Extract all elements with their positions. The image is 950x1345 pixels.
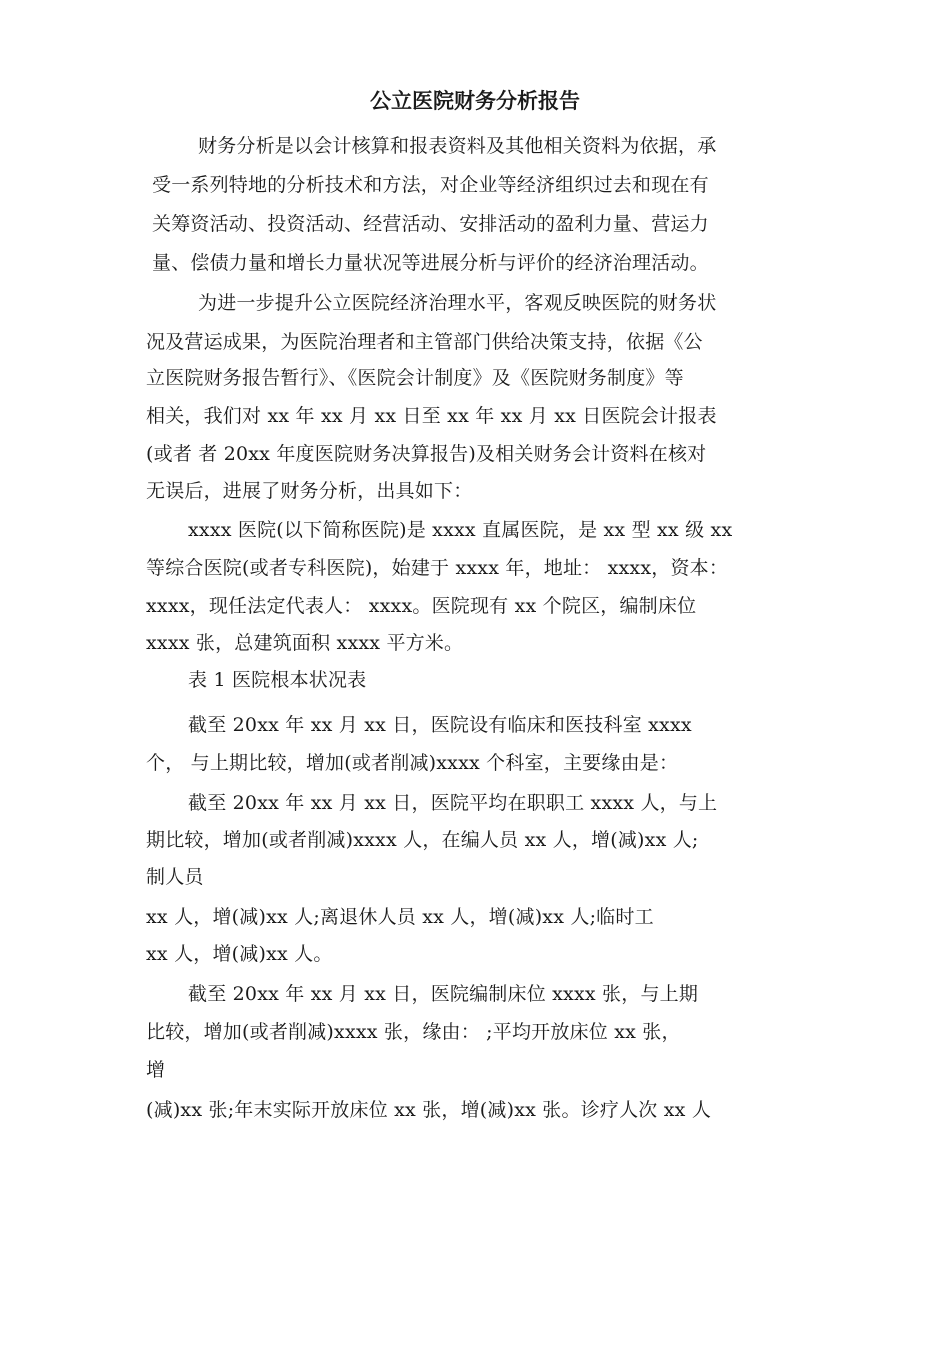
paragraph-line: 制人员 <box>146 866 204 888</box>
paragraph-line: (减)xx 张;年末实际开放床位 xx 张，增(减)xx 张。诊疗人次 xx 人 <box>146 1099 712 1121</box>
paragraph-line: xxxx 张，总建筑面积 xxxx 平方米。 <box>146 632 464 654</box>
paragraph-line: 比较，增加(或者削减)xxxx 张，缘由： ;平均开放床位 xx 张， <box>146 1021 681 1043</box>
paragraph-line: 况及营运成果，为医院治理者和主管部门供给决策支持，依据《公 <box>146 331 703 353</box>
paragraph-line: xx 人，增(减)xx 人。 <box>146 943 333 965</box>
paragraph-line: 关筹资活动、投资活动、经营活动、安排活动的盈利力量、营运力 <box>152 213 709 235</box>
paragraph-line: 立医院财务报告暂行》、《医院会计制度》及《医院财务制度》等 <box>146 367 684 389</box>
paragraph-line: 财务分析是以会计核算和报表资料及其他相关资料为依据，承 <box>198 135 717 157</box>
paragraph-line: xxxx 医院(以下简称医院)是 xxxx 直属医院，是 xx 型 xx 级 xx <box>188 519 733 541</box>
paragraph-line: xxxx，现任法定代表人： xxxx。医院现有 xx 个院区，编制床位 <box>146 595 697 617</box>
paragraph-line: 等综合医院(或者专科医院)，始建于 xxxx 年，地址： xxxx，资本： <box>146 557 729 579</box>
paragraph-line: 截至 20xx 年 xx 月 xx 日，医院编制床位 xxxx 张，与上期 <box>188 983 699 1005</box>
paragraph-line: 相关，我们对 xx 年 xx 月 xx 日至 xx 年 xx 月 xx 日医院会计报表 <box>146 405 717 427</box>
paragraph-line: 增 <box>146 1059 166 1081</box>
paragraph-line: xx 人，增(减)xx 人;离退休人员 xx 人，增(减)xx 人;临时工 <box>146 906 654 928</box>
paragraph-line: 受一系列特地的分析技术和方法，对企业等经济组织过去和现在有 <box>152 174 709 196</box>
paragraph-line: 量、偿债力量和增长力量状况等进展分析与评价的经济治理活动。 <box>152 252 709 274</box>
paragraph-line: 为进一步提升公立医院经济治理水平，客观反映医院的财务状 <box>198 292 717 314</box>
paragraph-line: 截至 20xx 年 xx 月 xx 日，医院设有临床和医技科室 xxxx <box>188 714 692 736</box>
paragraph-line: 截至 20xx 年 xx 月 xx 日，医院平均在职职工 xxxx 人，与上 <box>188 792 718 814</box>
document-title: 公立医院财务分析报告 <box>370 89 580 113</box>
paragraph-line: 期比较，增加(或者削减)xxxx 人，在编人员 xx 人，增(减)xx 人; <box>146 829 699 851</box>
paragraph-line: 个， 与上期比较，增加(或者削减)xxxx 个科室，主要缘由是： <box>146 752 679 774</box>
paragraph-line: 无误后，进展了财务分析，出具如下： <box>146 480 473 502</box>
paragraph-line: (或者 者 20xx 年度医院财务决算报告)及相关财务会计资料在核对 <box>146 443 707 465</box>
table-caption: 表 1 医院根本状况表 <box>188 669 367 691</box>
